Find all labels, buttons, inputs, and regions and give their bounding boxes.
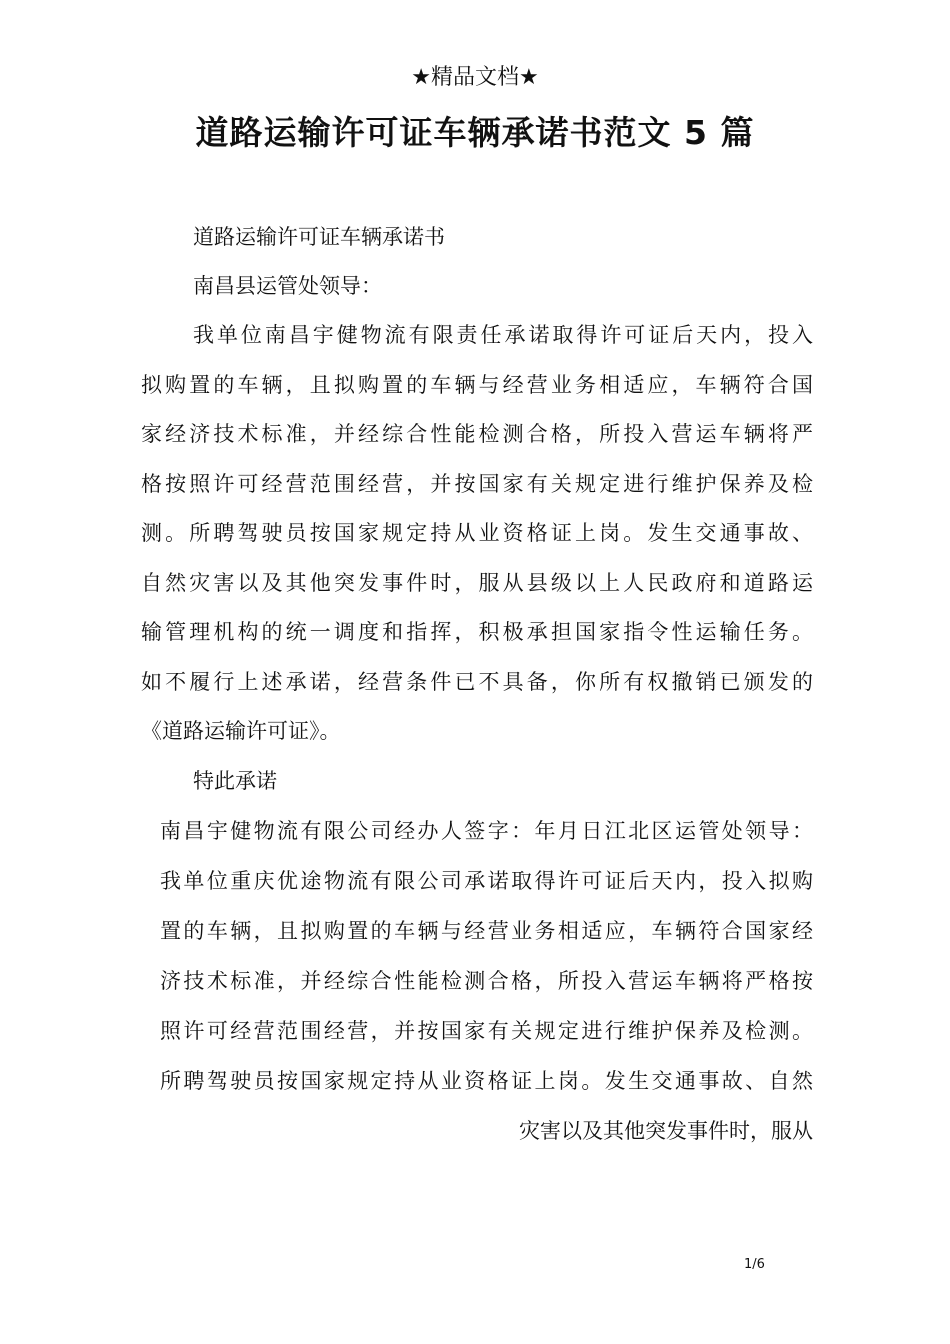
para1-line: 拟购置的车辆，且拟购置的车辆与经营业务相适应，车辆符合国 (141, 373, 813, 397)
para1-line: 格按照许可经营范围经营，并按国家有关规定进行维护保养及检 (141, 472, 813, 496)
header-mark: ★精品文档★ (411, 65, 539, 90)
para2-line: 南昌宇健物流有限公司经办人签字：年月日江北区运管处领导： (160, 819, 813, 843)
para1-line: 自然灾害以及其他突发事件时，服从县级以上人民政府和道路运 (141, 571, 813, 595)
para2-line: 灾害以及其他突发事件时，服从 (519, 1119, 813, 1143)
para2-line: 我单位重庆优途物流有限公司承诺取得许可证后天内，投入拟购 (160, 869, 813, 893)
para1-line: 输管理机构的统一调度和指挥，积极承担国家指令性运输任务。 (141, 620, 813, 644)
para1-line: 我单位南昌宇健物流有限责任承诺取得许可证后天内，投入 (193, 323, 813, 347)
para1-line: 《道路运输许可证》。 (141, 719, 341, 743)
para2-line: 置的车辆，且拟购置的车辆与经营业务相适应，车辆符合国家经 (160, 919, 813, 943)
para2-line: 照许可经营范围经营，并按国家有关规定进行维护保养及检测。 (160, 1019, 813, 1043)
page-number: 1/6 (744, 1257, 765, 1272)
para1-line: 家经济技术标准，并经综合性能检测合格，所投入营运车辆将严 (141, 422, 813, 446)
document-title: 道路运输许可证车辆承诺书范文 5 篇 (195, 113, 755, 152)
subtitle: 道路运输许可证车辆承诺书 (193, 225, 445, 249)
salutation: 南昌县运管处领导： (193, 274, 382, 298)
para2-line: 济技术标准，并经综合性能检测合格，所投入营运车辆将严格按 (160, 969, 813, 993)
para2-line: 所聘驾驶员按国家规定持从业资格证上岗。发生交通事故、自然 (160, 1069, 813, 1093)
closing: 特此承诺 (193, 769, 277, 793)
para1-line: 测。所聘驾驶员按国家规定持从业资格证上岗。发生交通事故、 (141, 521, 813, 545)
para1-line: 如不履行上述承诺，经营条件已不具备，你所有权撤销已颁发的 (141, 670, 813, 694)
